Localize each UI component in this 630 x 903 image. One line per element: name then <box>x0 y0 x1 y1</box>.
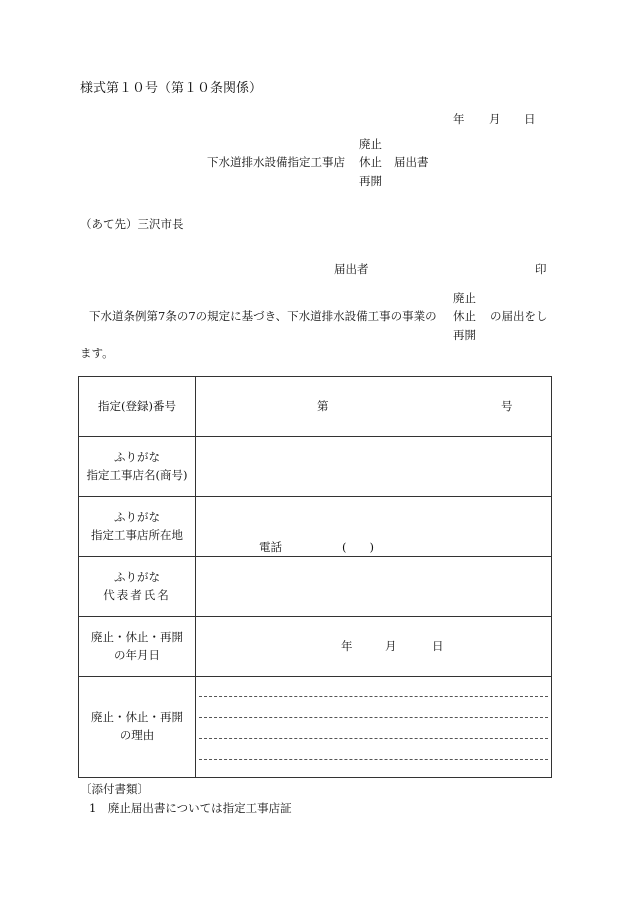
shop-address-furigana-label: ふりがな <box>114 509 160 524</box>
notification-form-table <box>78 376 552 778</box>
representative-furigana-label: ふりがな <box>114 569 160 584</box>
table-row-shop-address <box>79 497 551 557</box>
reason-label-line1: 廃止・休止・再開 <box>91 710 183 725</box>
reason-line <box>199 696 548 697</box>
reason-line <box>199 717 548 718</box>
body-option-suspend: 休止 <box>453 309 476 323</box>
table-row-registration-number <box>79 377 551 437</box>
shop-name-label: 指定工事店名(商号) <box>86 467 188 482</box>
table-row-reason <box>79 677 551 777</box>
date-year-label: 年 <box>453 112 465 126</box>
effective-date-label-line1: 廃止・休止・再開 <box>91 629 183 644</box>
effective-date-day: 日 <box>432 639 444 653</box>
title-suffix: 届出書 <box>394 155 429 169</box>
seal-mark: 印 <box>535 262 547 276</box>
table-row-representative <box>79 557 551 617</box>
registration-number-label: 指定(登録)番号 <box>98 398 176 413</box>
addressee: （あて先）三沢市長 <box>80 217 184 231</box>
attachment-item: 1 廃止届出書については指定工事店証 <box>89 801 292 815</box>
shop-name-furigana-label: ふりがな <box>114 449 160 464</box>
representative-label: 代表者氏名 <box>103 587 171 602</box>
phone-label: 電話 <box>259 540 282 554</box>
date-month-label: 月 <box>489 112 501 126</box>
shop-address-label: 指定工事店所在地 <box>91 527 183 542</box>
body-text-after: の届出をし <box>490 309 548 323</box>
body-text-continuation: ます。 <box>80 346 114 360</box>
reason-line <box>199 759 548 760</box>
form-number: 様式第１０号（第１０条関係） <box>80 81 263 96</box>
title-option-resume: 再開 <box>359 174 382 188</box>
registration-number-suffix: 号 <box>501 399 513 413</box>
title-prefix: 下水道排水設備指定工事店 <box>207 155 345 169</box>
attachments-heading: 〔添付書類〕 <box>80 782 149 796</box>
effective-date-label-line2: の年月日 <box>114 647 160 662</box>
table-row-effective-date <box>79 617 551 677</box>
title-option-abolish: 廃止 <box>359 137 382 151</box>
registration-number-prefix: 第 <box>317 399 329 413</box>
body-text-before: 下水道条例第7条の7の規定に基づき、下水道排水設備工事の事業の <box>89 309 437 323</box>
reason-field[interactable] <box>196 677 551 777</box>
body-option-resume: 再開 <box>453 328 476 342</box>
reason-line <box>199 738 548 739</box>
registration-number-field[interactable] <box>196 377 551 436</box>
date-day-label: 日 <box>524 112 536 126</box>
body-option-abolish: 廃止 <box>453 291 476 305</box>
shop-name-field[interactable] <box>196 437 551 496</box>
phone-area-code-field[interactable]: ( ) <box>342 540 374 554</box>
representative-field[interactable] <box>196 557 551 616</box>
title-option-suspend: 休止 <box>359 155 382 169</box>
reason-label-line2: の理由 <box>119 728 155 742</box>
shop-address-field[interactable] <box>196 497 551 556</box>
effective-date-field[interactable] <box>196 617 551 676</box>
table-row-shop-name <box>79 437 551 497</box>
effective-date-year: 年 <box>341 639 353 653</box>
notifier-label: 届出者 <box>334 262 369 276</box>
effective-date-month: 月 <box>385 639 397 653</box>
